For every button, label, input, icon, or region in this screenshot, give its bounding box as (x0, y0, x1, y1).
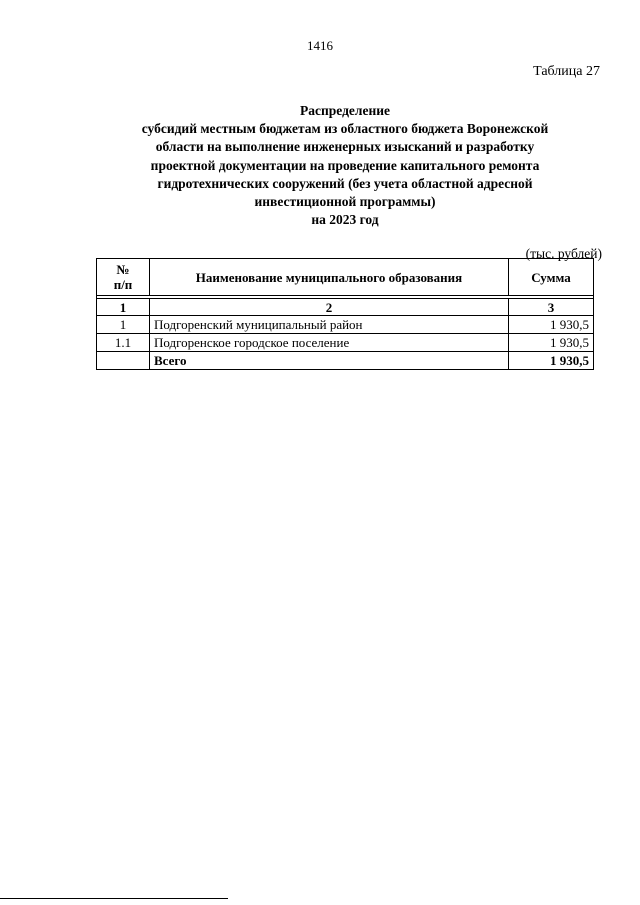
header-sum: Сумма (509, 259, 594, 296)
title-line: гидротехнических сооружений (без учета областной адресной (157, 175, 533, 191)
index-cell: 1 (97, 299, 150, 316)
title-line: области на выполнение инженерных изысканий и разработку (155, 139, 535, 155)
row-num: 1.1 (97, 334, 150, 352)
row-name: Подгоренское городское поселение (150, 334, 509, 352)
title-line: на 2023 год (311, 212, 379, 228)
units-note: (тыс. рублей) (525, 246, 602, 261)
footnote-rule (0, 898, 228, 899)
header-num-line1: № (116, 262, 130, 277)
row-num: 1 (97, 316, 150, 334)
title-line: Распределение (299, 103, 391, 118)
column-index-row (97, 299, 594, 316)
row-name: Подгоренский муниципальный район (150, 316, 509, 334)
distribution-table (96, 258, 594, 370)
total-sum: 1 930,5 (509, 352, 594, 370)
row-sum: 1 930,5 (509, 316, 594, 334)
header-num (97, 259, 150, 296)
row-sum: 1 930,5 (509, 334, 594, 352)
table-label: Таблица 27 (533, 64, 600, 79)
index-cell: 3 (509, 299, 594, 316)
total-label: Всего (150, 352, 509, 370)
header-num-line2: п/п (113, 277, 133, 292)
total-num-cell (97, 352, 150, 370)
table-row (97, 334, 594, 352)
title-line: субсидий местным бюджетам из областного бюджета Воронежской (141, 121, 549, 137)
table-row (97, 316, 594, 334)
title-line: инвестиционной программы) (254, 194, 436, 210)
page-number: 1416 (307, 38, 333, 53)
index-cell: 2 (150, 299, 509, 316)
total-row (97, 352, 594, 370)
document-title (90, 102, 600, 229)
title-line: проектной документации на проведение капитального ремонта (150, 157, 540, 173)
table-header-row (97, 259, 594, 296)
header-name: Наименование муниципального образования (150, 259, 509, 296)
